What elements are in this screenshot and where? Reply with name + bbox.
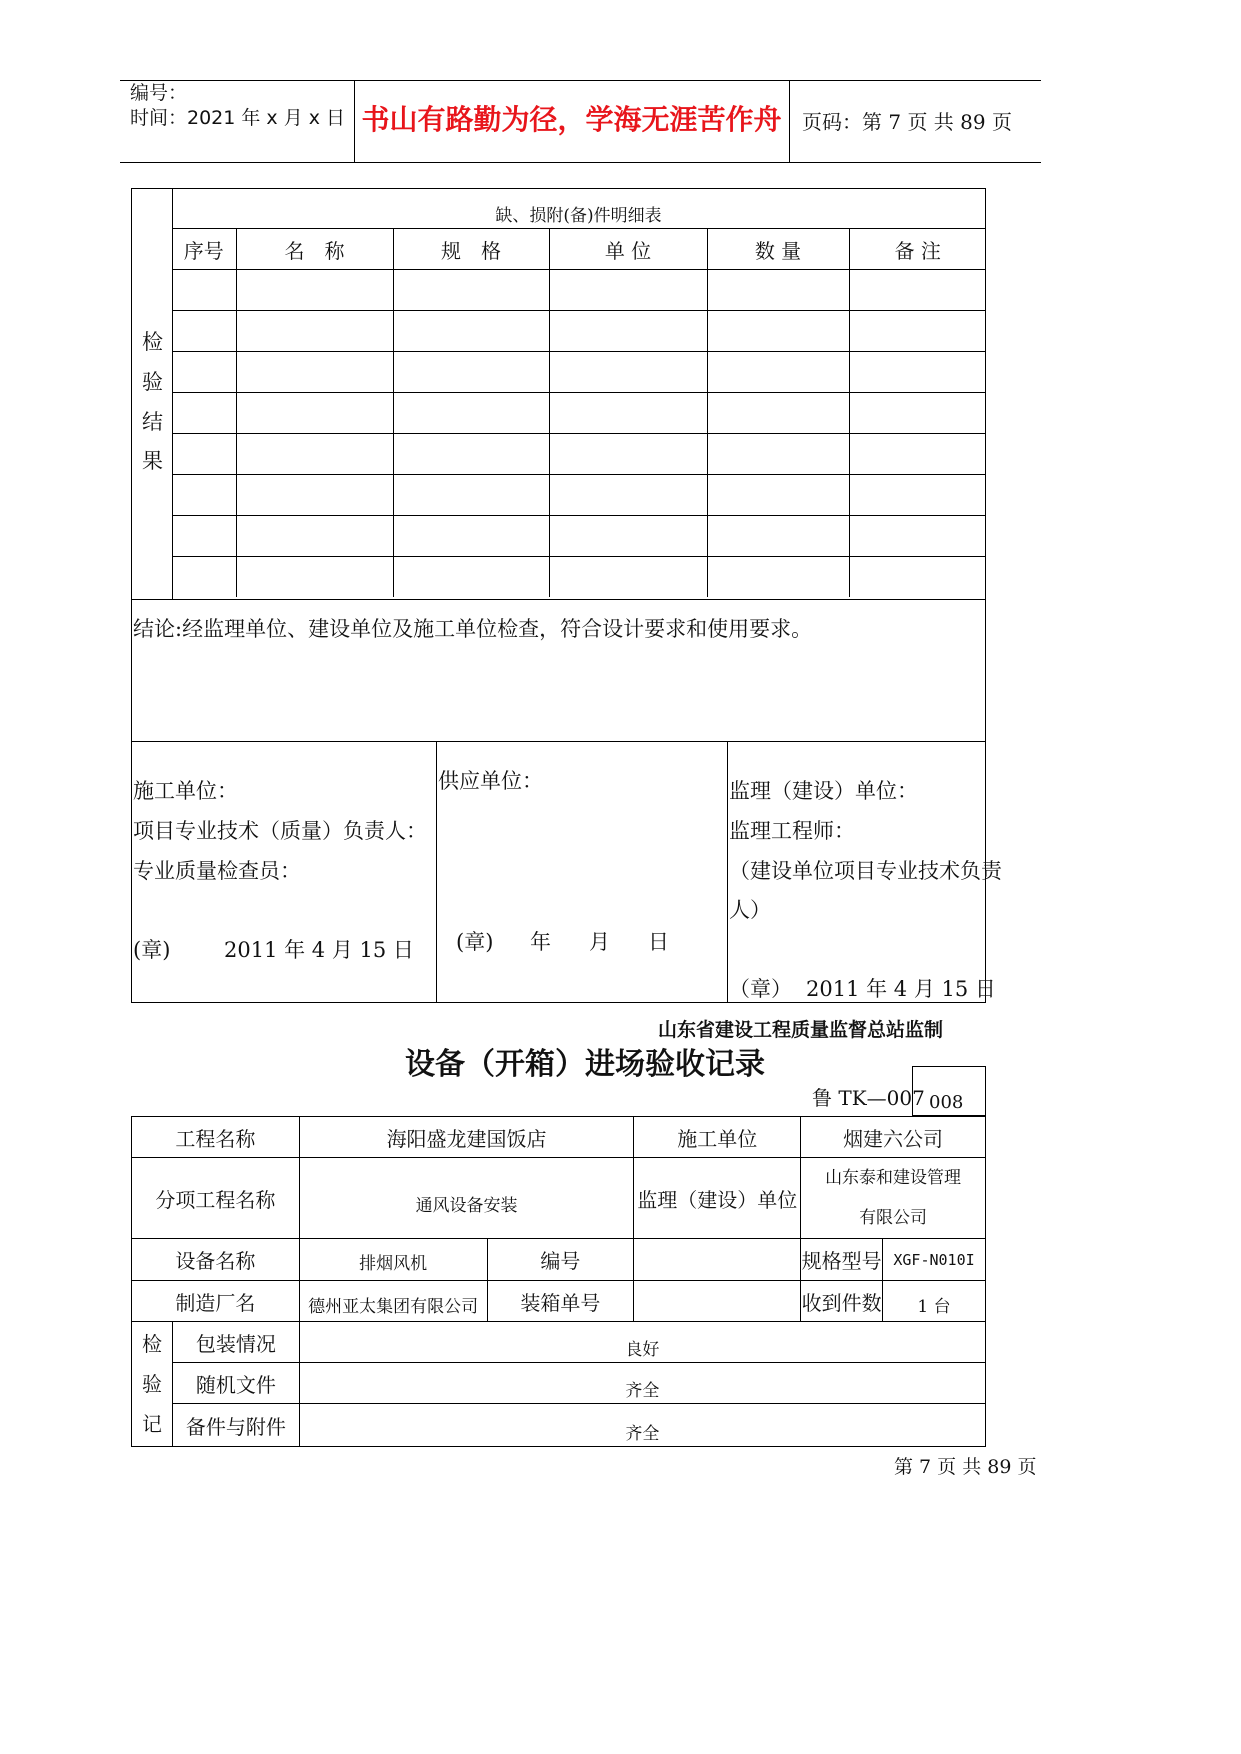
table-row: [172, 475, 986, 516]
construction-seal: (章): [133, 938, 171, 962]
table-cell: [393, 311, 549, 352]
check-row-label: 包装情况: [172, 1322, 299, 1363]
table-cell: [236, 311, 393, 352]
check-row-label: 随机文件: [172, 1363, 299, 1404]
table-cell: [849, 434, 986, 475]
result-side-char: 果: [142, 449, 163, 473]
engineer-label: 监理工程师：: [729, 819, 855, 843]
sign-divider-2: [727, 741, 728, 1002]
supervisor-line-1: 山东泰和建设管理: [825, 1168, 962, 1188]
form1-results-bottom: [131, 599, 986, 600]
supervision-unit-label: 监理（建设）单位：: [729, 779, 918, 803]
table-cell: [849, 557, 986, 597]
tech-lead-label: 项目专业技术（质量）负责人：: [133, 819, 427, 843]
table-cell: [172, 270, 236, 311]
subproject-value: 通风设备安装: [299, 1158, 634, 1239]
table-cell: [236, 434, 393, 475]
table-row: [172, 516, 986, 557]
defects-table: [172, 228, 986, 597]
table-row: [172, 352, 986, 393]
table-cell: [393, 557, 549, 597]
check-side-label: [132, 1322, 173, 1447]
contractor-label: 施工单位: [634, 1117, 801, 1158]
equipment-table: [131, 1116, 986, 1447]
col-header: 备 注: [849, 229, 986, 270]
table-row: [172, 393, 986, 434]
header-top-rule: [120, 80, 1041, 81]
col-header: 名 称: [236, 229, 393, 270]
number-label: 编号: [487, 1239, 634, 1281]
form1-conclusion-bottom: [131, 741, 986, 742]
table-cell: [393, 352, 549, 393]
table-row: [132, 1363, 986, 1404]
contractor-value: 烟建六公司: [801, 1117, 986, 1158]
table-cell: [549, 311, 707, 352]
defects-title: 缺、损附(备)件明细表: [495, 206, 662, 226]
table-cell: [849, 516, 986, 557]
table-cell: [236, 270, 393, 311]
supervisor-value: [801, 1158, 986, 1239]
equipment-name-value: 排烟风机: [299, 1239, 487, 1281]
inspector-label: 专业质量检查员：: [133, 859, 301, 883]
packing-no-label: 装箱单号: [487, 1281, 634, 1322]
table-cell: [849, 270, 986, 311]
form2-title: 设备（开箱）进场验收记录: [405, 1047, 765, 1082]
page-label: 页码：第 7 页 共 89 页: [802, 110, 1012, 134]
conclusion-text: 结论:经监理单位、建设单位及施工单位检查，符合设计要求和使用要求。: [133, 617, 813, 641]
form1-top-border: [131, 188, 986, 189]
check-row-value: 齐全: [299, 1404, 985, 1447]
table-cell: [393, 475, 549, 516]
table-cell: [393, 393, 549, 434]
supplier-unit-label: 供应单位：: [438, 769, 543, 793]
table-row: [172, 557, 986, 597]
defects-header-row: [172, 229, 986, 270]
table-cell: [849, 352, 986, 393]
table-cell: [393, 434, 549, 475]
header-divider-right: [789, 80, 790, 162]
received-value: 1 台: [883, 1281, 986, 1322]
form1-bottom-border: [131, 1002, 986, 1003]
table-row: [132, 1281, 986, 1322]
col-header: 序号: [172, 229, 236, 270]
supplier-seal: (章): [456, 930, 494, 954]
supplier-month: 月: [589, 930, 610, 954]
col-header: 单 位: [549, 229, 707, 270]
table-cell: [707, 434, 849, 475]
supervisor-label: 监理（建设）单位: [634, 1158, 801, 1239]
table-row: [132, 1158, 986, 1239]
table-cell: [707, 352, 849, 393]
number-value: [634, 1239, 801, 1281]
table-cell: [172, 311, 236, 352]
packing-no-value: [634, 1281, 801, 1322]
maker-value: 德州亚太集团有限公司: [299, 1281, 487, 1322]
table-cell: [707, 393, 849, 434]
check-row-value: 良好: [299, 1322, 985, 1363]
table-row: [172, 434, 986, 475]
supervision-date: 2011 年 4 月 15 日: [806, 977, 996, 1001]
table-row: [172, 270, 986, 311]
station-text: 山东省建设工程质量监督总站监制: [658, 1019, 944, 1041]
supervision-seal: （章）: [729, 977, 792, 1001]
table-cell: [849, 475, 986, 516]
table-cell: [236, 516, 393, 557]
construction-unit-label: 施工单位：: [133, 779, 238, 803]
time-label: 时间：2021 年 x 月 x 日: [130, 107, 346, 129]
supplier-day: 日: [648, 930, 669, 954]
table-row: [172, 311, 986, 352]
check-side-char: 检: [141, 1332, 162, 1356]
form-code-prefix: 鲁 TK—007: [812, 1086, 925, 1110]
supervisor-line-2: 有限公司: [859, 1208, 928, 1228]
maker-label: 制造厂名: [132, 1281, 300, 1322]
table-cell: [393, 516, 549, 557]
table-cell: [236, 557, 393, 597]
supplier-year: 年: [530, 930, 551, 954]
table-cell: [707, 557, 849, 597]
table-cell: [172, 516, 236, 557]
header-bottom-rule: [120, 162, 1041, 163]
table-cell: [393, 270, 549, 311]
table-cell: [707, 270, 849, 311]
construction-date: 2011 年 4 月 15 日: [224, 938, 414, 962]
check-side-char: 验: [141, 1372, 162, 1396]
table-cell: [549, 516, 707, 557]
table-cell: [549, 557, 707, 597]
model-label: 规格型号: [801, 1239, 883, 1281]
model-value: XGF-N010I: [883, 1239, 986, 1281]
check-row-label: 备件与附件: [172, 1404, 299, 1447]
equipment-name-label: 设备名称: [132, 1239, 300, 1281]
table-row: [132, 1404, 986, 1447]
table-cell: [849, 393, 986, 434]
check-side-char: 记: [141, 1412, 162, 1436]
table-cell: [172, 557, 236, 597]
col-header: 数 量: [707, 229, 849, 270]
serial-label: 编号：: [130, 82, 188, 104]
table-cell: [849, 311, 986, 352]
table-cell: [549, 475, 707, 516]
col-header: 规 格: [393, 229, 549, 270]
owner-note-line1: （建设单位项目专业技术负责: [729, 859, 1002, 883]
table-cell: [707, 311, 849, 352]
result-side-char: 检: [142, 330, 163, 354]
table-cell: [549, 270, 707, 311]
table-cell: [707, 475, 849, 516]
table-row: [132, 1239, 986, 1281]
table-cell: [172, 352, 236, 393]
table-cell: [707, 516, 849, 557]
form-code-number: 008: [929, 1092, 964, 1113]
form1-left-border: [131, 188, 132, 1003]
subproject-label: 分项工程名称: [132, 1158, 300, 1239]
motto: 书山有路勤为径，学海无涯苦作舟: [361, 103, 782, 136]
table-row: [132, 1117, 986, 1158]
result-side-char: 验: [142, 370, 163, 394]
table-cell: [236, 393, 393, 434]
project-name-label: 工程名称: [132, 1117, 300, 1158]
sign-divider-1: [436, 741, 437, 1002]
table-cell: [172, 434, 236, 475]
table-cell: [172, 393, 236, 434]
owner-note-line2: 人）: [729, 898, 771, 922]
received-label: 收到件数: [801, 1281, 883, 1322]
table-cell: [549, 434, 707, 475]
table-cell: [172, 475, 236, 516]
page-footer: 第 7 页 共 89 页: [894, 1456, 1037, 1478]
form-code-box: [912, 1066, 986, 1116]
table-cell: [236, 352, 393, 393]
table-cell: [549, 352, 707, 393]
check-row-value: 齐全: [299, 1363, 985, 1404]
project-name-value: 海阳盛龙建国饭店: [299, 1117, 634, 1158]
result-side-char: 结: [142, 410, 163, 434]
table-row: [132, 1322, 986, 1363]
table-cell: [549, 393, 707, 434]
table-cell: [236, 475, 393, 516]
